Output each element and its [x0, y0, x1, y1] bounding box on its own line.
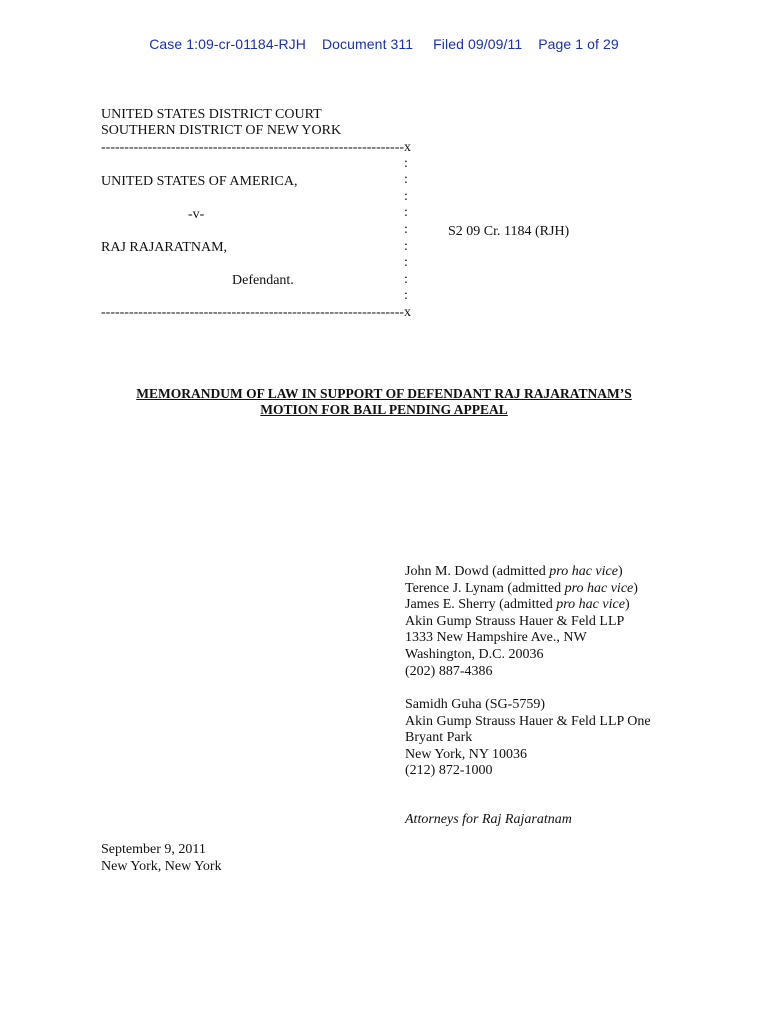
counsel-block-ny: [405, 697, 651, 780]
attorney-guha: Samidh Guha (SG-5759): [405, 697, 545, 712]
filing-place: New York, New York: [101, 859, 222, 874]
caption-colon: :: [404, 156, 408, 171]
firm-address-dc-2: Washington, D.C. 20036: [405, 646, 544, 662]
attorney-dowd: John M. Dowd (admitted pro hac vice): [405, 564, 623, 579]
header-document-number: Document 311: [321, 36, 414, 52]
caption-colon: :: [404, 205, 408, 220]
counsel-role: [405, 812, 572, 829]
firm-address-ny-2: New York, NY 10036: [405, 746, 527, 762]
firm-address-dc-1: 1333 New Hampshire Ave., NW: [405, 630, 587, 646]
case-number: S2 09 Cr. 1184 (RJH): [448, 224, 570, 239]
court-name-line-2: SOUTHERN DISTRICT OF NEW YORK: [101, 123, 342, 138]
caption-bottom-rule: -----------------------------------------------------------------x: [101, 306, 412, 320]
firm-name-dc: Akin Gump Strauss Hauer & Feld LLP: [405, 613, 625, 629]
firm-name-ny: Akin Gump Strauss Hauer & Feld LLP One: [405, 713, 651, 729]
filing-date: September 9, 2011: [101, 842, 206, 857]
header-page-number: Page 1 of 29: [538, 36, 619, 52]
document-title: [0, 386, 768, 418]
document-title-line-2: MOTION FOR BAIL PENDING APPEAL: [260, 402, 508, 417]
caption-versus: -v-: [188, 207, 205, 222]
caption-colon: :: [404, 255, 408, 270]
caption-colon: :: [404, 189, 408, 204]
caption-defendant-name: RAJ RAJARATNAM,: [101, 240, 228, 255]
firm-phone-dc: (202) 887-4386: [405, 663, 493, 679]
court-name-line-1: UNITED STATES DISTRICT COURT: [101, 107, 322, 122]
document-title-line-1: MEMORANDUM OF LAW IN SUPPORT OF DEFENDANT RAJ RAJARATNAM’S: [136, 386, 632, 401]
firm-address-ny-1: Bryant Park: [405, 730, 473, 746]
caption-colon: :: [404, 222, 408, 237]
caption-colon: :: [404, 288, 408, 303]
caption-colon: :: [404, 272, 408, 287]
caption-colon: :: [404, 172, 408, 187]
attorney-lynam: Terence J. Lynam (admitted pro hac vice): [405, 580, 638, 596]
attorney-sherry: James E. Sherry (admitted pro hac vice): [405, 597, 630, 613]
filing-header: [0, 36, 768, 52]
caption-top-rule: -----------------------------------------------------------------x: [101, 141, 412, 155]
counsel-block: [405, 564, 638, 680]
firm-phone-ny: (212) 872-1000: [405, 763, 493, 779]
caption-plaintiff: UNITED STATES OF AMERICA,: [101, 174, 298, 189]
caption-defendant-label: Defendant.: [232, 273, 294, 288]
caption-colon: :: [404, 239, 408, 254]
counsel-role-text: Attorneys for Raj Rajaratnam: [405, 812, 572, 827]
header-case-number: Case 1:09-cr-01184-RJH: [149, 36, 306, 52]
header-filed-date: Filed 09/09/11: [433, 36, 523, 52]
